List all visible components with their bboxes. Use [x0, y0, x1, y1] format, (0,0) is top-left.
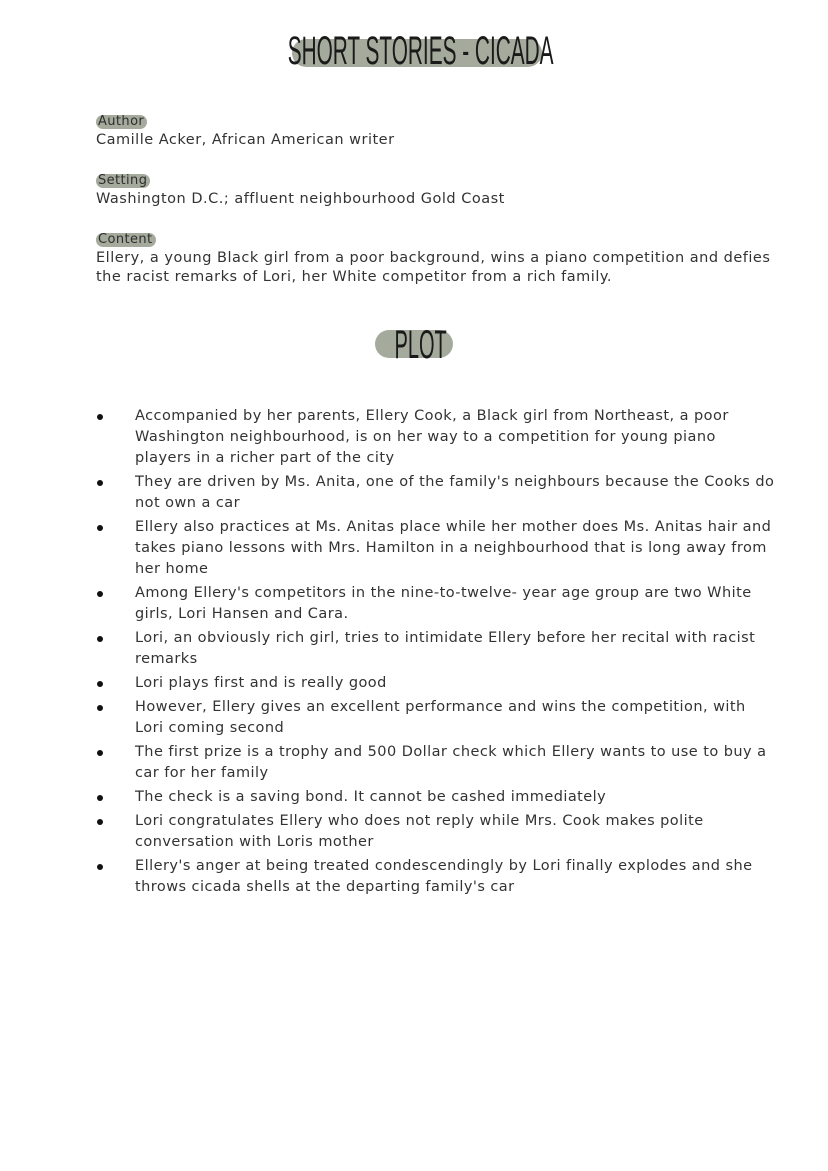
- bullet-icon: [97, 795, 103, 801]
- plot-heading: PLOT: [394, 323, 447, 367]
- list-item-text: They are driven by Ms. Anita, one of the family's neighbours because the Cooks do not own a car: [135, 474, 775, 511]
- page-title: SHORT STORIES - CICADA: [287, 29, 554, 73]
- list-item-text: Ellery's anger at being treated condescendingly by Lori finally explodes and she throws cicada shells at the departing family's car: [135, 858, 753, 895]
- list-item: [96, 856, 776, 898]
- content-label: Content: [96, 233, 156, 247]
- list-item: [96, 472, 776, 514]
- setting-section: [96, 169, 776, 209]
- list-item: [96, 697, 776, 739]
- content-section: [96, 228, 776, 287]
- bullet-icon: [97, 591, 103, 597]
- list-item-text: Accompanied by her parents, Ellery Cook, a Black girl from Northeast, a poor Washington neighbourhood, is on her way to a competition for young piano players in a richer part of the city: [135, 408, 729, 466]
- list-item-text: However, Ellery gives an excellent performance and wins the competition, with Lori coming second: [135, 699, 746, 736]
- list-item: [96, 673, 776, 694]
- bullet-icon: [97, 636, 103, 642]
- bullet-icon: [97, 705, 103, 711]
- list-item: [96, 811, 776, 853]
- author-section: [96, 110, 776, 150]
- plot-highlight: [375, 322, 453, 368]
- plot-heading-block: [0, 322, 828, 372]
- list-item: [96, 583, 776, 625]
- list-item-text: The first prize is a trophy and 500 Dollar check which Ellery wants to use to buy a car for her family: [135, 744, 767, 781]
- list-item: [96, 406, 776, 469]
- title-highlight: [286, 28, 554, 74]
- bullet-icon: [97, 819, 103, 825]
- setting-label: Setting: [96, 174, 150, 188]
- list-item: [96, 628, 776, 670]
- author-label: Author: [96, 115, 147, 129]
- list-item: [96, 787, 776, 808]
- setting-text: Washington D.C.; affluent neighbourhood Gold Coast: [96, 191, 505, 207]
- list-item: [96, 742, 776, 784]
- bullet-icon: [97, 480, 103, 486]
- plot-list: [96, 406, 776, 901]
- title-block: [0, 28, 828, 74]
- content-text: Ellery, a young Black girl from a poor background, wins a piano competition and defies the racist remarks of Lori, her White competitor from a rich family.: [96, 250, 771, 285]
- list-item-text: Lori plays first and is really good: [135, 675, 387, 691]
- bullet-icon: [97, 525, 103, 531]
- bullet-icon: [97, 864, 103, 870]
- bullet-icon: [97, 414, 103, 420]
- list-item-text: The check is a saving bond. It cannot be cashed immediately: [135, 789, 607, 805]
- list-item-text: Among Ellery's competitors in the nine-to-twelve- year age group are two White girls, Lori Hansen and Cara.: [135, 585, 752, 622]
- bullet-icon: [97, 681, 103, 687]
- author-text: Camille Acker, African American writer: [96, 132, 395, 148]
- list-item-text: Lori congratulates Ellery who does not reply while Mrs. Cook makes polite conversation with Loris mother: [135, 813, 704, 850]
- bullet-icon: [97, 750, 103, 756]
- list-item-text: Lori, an obviously rich girl, tries to intimidate Ellery before her recital with racist remarks: [135, 630, 756, 667]
- list-item-text: Ellery also practices at Ms. Anitas place while her mother does Ms. Anitas hair and takes piano lessons with Mrs. Hamilton in a neighbourhood that is long away from her home: [135, 519, 772, 577]
- list-item: [96, 517, 776, 580]
